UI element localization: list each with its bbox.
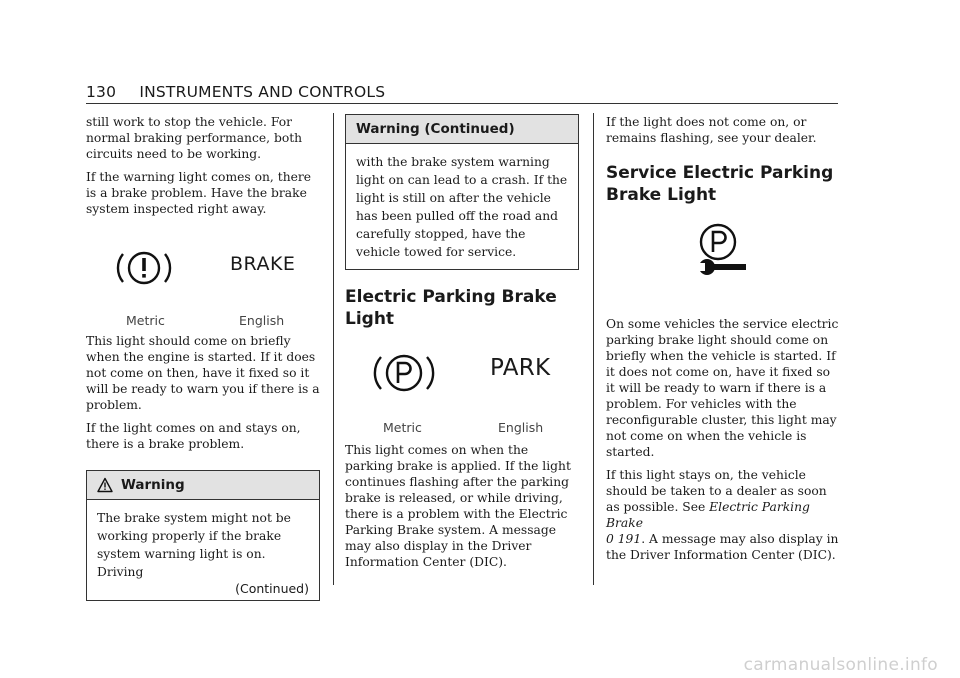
section-heading	[345, 286, 579, 330]
label-english: English	[239, 313, 285, 328]
warning-continued-header: Warning (Continued)	[346, 115, 578, 144]
column-divider-2	[593, 113, 594, 585]
column-3	[606, 114, 840, 570]
watermark: carmanualsonline.info	[743, 655, 938, 675]
parking-brake-icon	[371, 348, 437, 398]
paragraph: still work to stop the vehicle. For normal braking performance, both circuits need to be working.	[86, 115, 303, 161]
paragraph-text: If this light stays on, the vehicle should be taken to a dealer as soon as possible. See	[606, 468, 827, 514]
cross-reference-link[interactable]: Electric Parking Brake	[606, 500, 810, 530]
page-header	[86, 83, 385, 101]
label-english: English	[498, 420, 544, 435]
paragraph-text: . A message may also display in the Driver Information Center (DIC).	[606, 532, 839, 562]
label-metric: Metric	[383, 420, 422, 435]
warning-title: Warning	[121, 477, 185, 493]
section-heading	[606, 162, 840, 206]
page-reference[interactable]: 0 191	[606, 532, 642, 546]
page-number: 130	[86, 83, 117, 101]
paragraph: If the light does not come on, or remains flashing, see your dealer.	[606, 115, 817, 145]
brake-english-icon-text: BRAKE	[230, 253, 296, 275]
paragraph	[606, 467, 840, 563]
warning-continued-box	[345, 114, 579, 270]
service-park-icon-area	[606, 206, 840, 316]
header-rule	[86, 103, 838, 104]
column-2	[345, 114, 579, 577]
paragraph: This light should come on briefly when the engine is started. If it does not come on then, have it fixed so it will be ready to warn you if there is a problem.	[86, 334, 320, 412]
warning-triangle-icon	[97, 477, 113, 493]
heading-line: Brake Light	[606, 185, 717, 205]
park-english-icon-text: PARK	[490, 355, 551, 381]
warning-body	[87, 500, 319, 600]
paragraph: This light comes on when the parking brake is applied. If the light continues flashing after the parking brake is released, or while driving, there is a problem with the Electric Parking Brake system. A message may also display in the Driver Information Center (DIC).	[345, 443, 571, 569]
service-parking-brake-icon	[694, 220, 750, 280]
heading-line: Service Electric Parking	[606, 163, 834, 183]
heading-line: Light	[345, 309, 395, 329]
heading-line: Electric Parking Brake	[345, 287, 557, 307]
brake-warning-icon	[114, 245, 174, 291]
park-icons	[345, 338, 579, 442]
paragraph: On some vehicles the service electric parking brake light should come on briefly when the vehicle is started. If it does not come on, have it fixed so it will be ready to warn if there is a problem. For vehicles with the reconfigurable cluster, this light may not come on when the vehicle is started.	[606, 317, 839, 459]
continued-label: (Continued)	[235, 581, 309, 596]
label-metric: Metric	[126, 313, 165, 328]
warning-box	[86, 470, 320, 601]
warning-text: The brake system might not be working properly if the brake system warning light is on. Driving	[97, 511, 291, 579]
warning-header	[87, 471, 319, 500]
paragraph: If the light comes on and stays on, there is a brake problem.	[86, 421, 301, 451]
warning-continued-body: with the brake system warning light on can lead to a crash. If the light is still on after the vehicle has been pulled off the road and carefully stopped, have the vehicle towed for service.	[356, 155, 568, 259]
paragraph: If the warning light comes on, there is a brake problem. Have the brake system inspected right away.	[86, 170, 312, 216]
section-title: INSTRUMENTS AND CONTROLS	[139, 83, 386, 101]
column-1	[86, 114, 320, 601]
brake-icons	[86, 235, 320, 333]
column-divider-1	[333, 113, 334, 585]
